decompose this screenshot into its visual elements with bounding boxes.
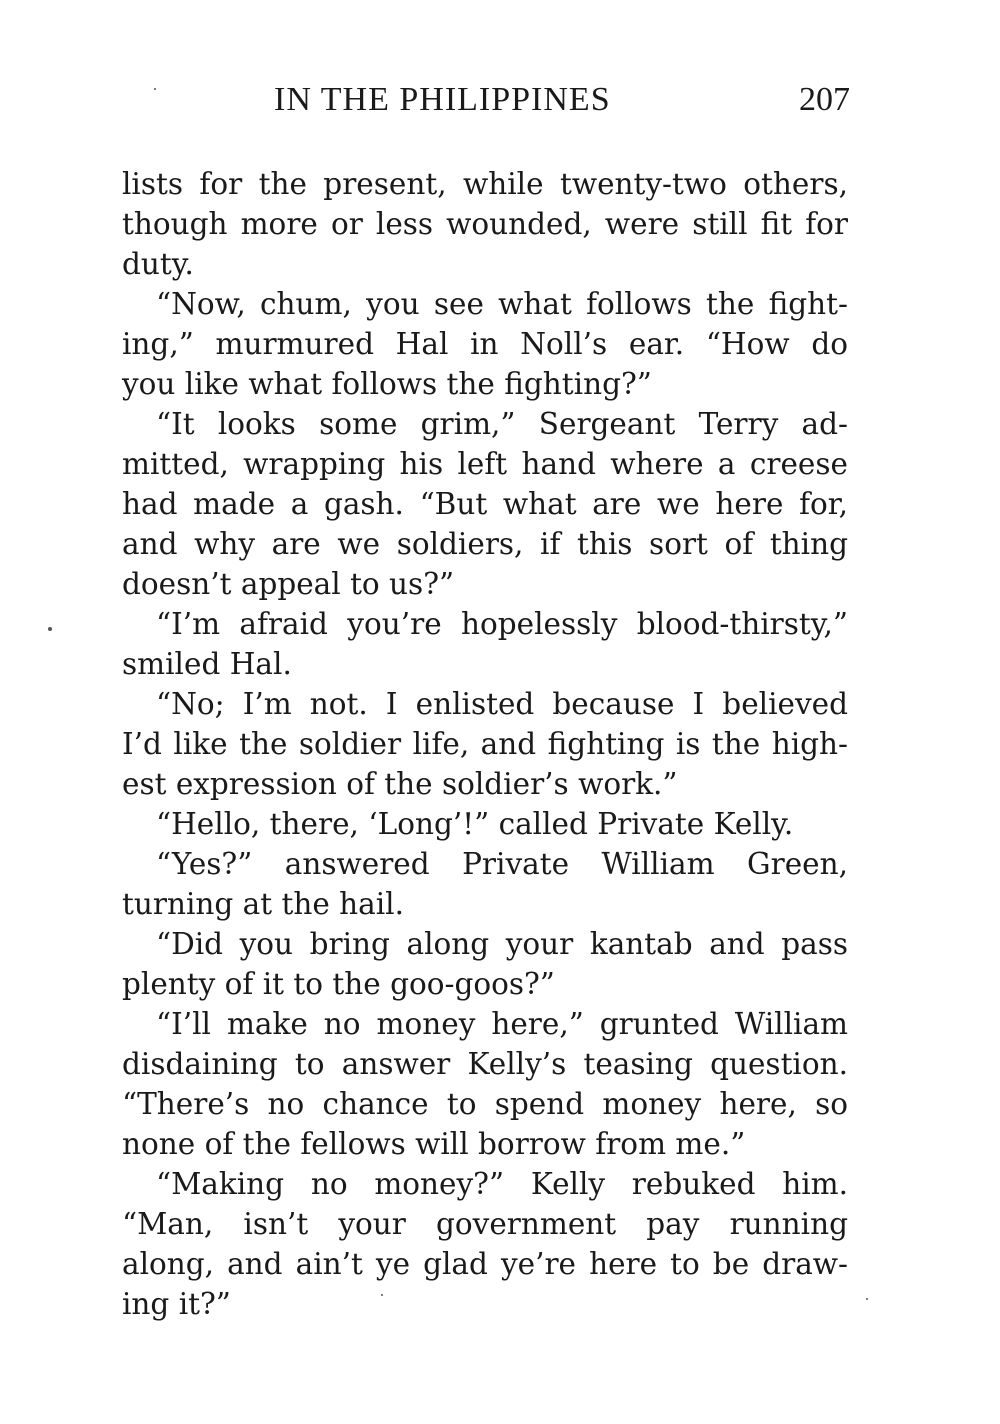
- running-title: IN THE PHILIPPINES: [274, 81, 611, 118]
- text-line: you like what follows the fighting?”: [122, 367, 652, 401]
- text-line: mitted, wrapping his left hand where a creese: [122, 447, 848, 481]
- text-line: though more or less wounded, were still fit for: [122, 207, 848, 241]
- text-line: and why are we soldiers, if this sort of thing: [122, 527, 848, 561]
- text-line: “Hello, there, ‘Long’!” called Private Kelly.: [156, 807, 794, 841]
- text-line: none of the fellows will borrow from me.”: [122, 1127, 746, 1161]
- text-line: ing it?”: [122, 1287, 231, 1321]
- text-line: had made a gash. “But what are we here for,: [122, 487, 848, 521]
- text-line: “Making no money?” Kelly rebuked him.: [156, 1167, 848, 1201]
- page-number: 207: [799, 81, 850, 118]
- text-line: “I’ll make no money here,” grunted William: [156, 1007, 848, 1041]
- text-line: “There’s no chance to spend money here, so: [122, 1087, 848, 1121]
- text-line: duty.: [122, 247, 194, 281]
- scan-speck: [154, 88, 156, 90]
- text-line: “No; I’m not. I enlisted because I believed: [156, 687, 848, 721]
- text-line: turning at the hail.: [122, 887, 404, 921]
- text-line: “Did you bring along your kantab and pass: [156, 927, 848, 961]
- text-line: disdaining to answer Kelly’s teasing question.: [122, 1047, 848, 1081]
- text-line: smiled Hal.: [122, 647, 292, 681]
- text-line: ing,” murmured Hal in Noll’s ear. “How do: [122, 327, 848, 361]
- scan-speck: [866, 1298, 868, 1300]
- body-text: [122, 164, 848, 1324]
- text-line: est expression of the soldier’s work.”: [122, 767, 678, 801]
- text-line: lists for the present, while twenty-two others,: [122, 167, 848, 201]
- text-line: “I’m afraid you’re hopelessly blood-thirsty,”: [156, 607, 848, 641]
- text-line: “It looks some grim,” Sergeant Terry ad-: [156, 407, 848, 441]
- scan-speck: [381, 1294, 383, 1296]
- text-line: “Now, chum, you see what follows the fight-: [156, 287, 848, 321]
- text-line: plenty of it to the goo-goos?”: [122, 967, 555, 1001]
- scan-speck: [48, 627, 52, 631]
- text-line: doesn’t appeal to us?”: [122, 567, 455, 601]
- text-line: “Man, isn’t your government pay running: [122, 1207, 848, 1241]
- text-line: along, and ain’t ye glad ye’re here to be draw-: [122, 1247, 848, 1281]
- text-line: “Yes?” answered Private William Green,: [156, 847, 848, 881]
- running-head: [120, 78, 852, 122]
- text-line: I’d like the soldier life, and fighting is the high-: [122, 727, 848, 761]
